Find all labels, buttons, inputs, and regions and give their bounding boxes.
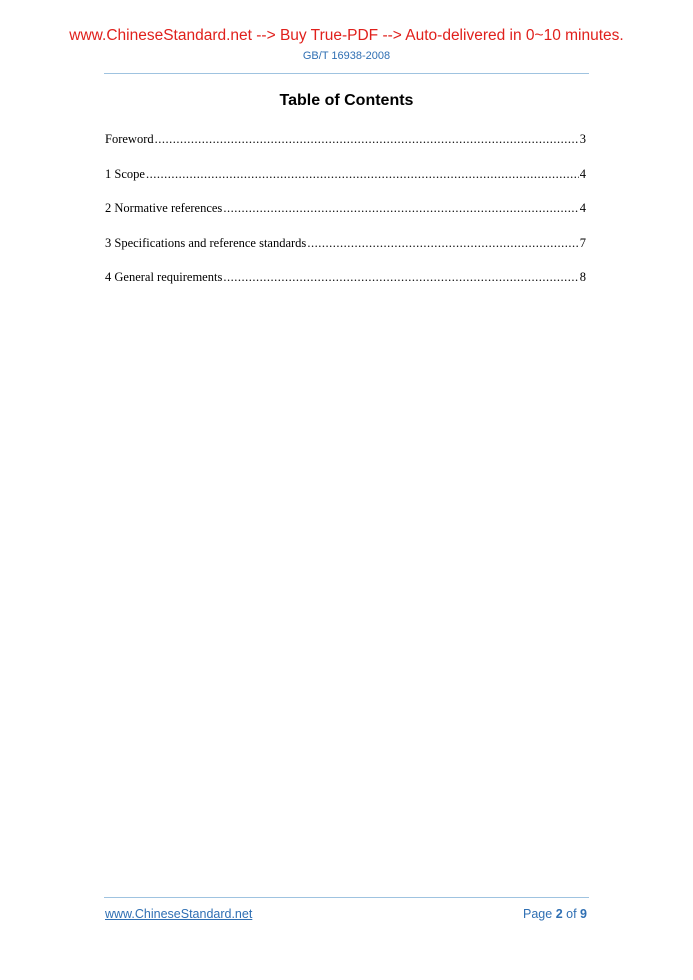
dot-leader xyxy=(307,236,578,251)
toc-entry-label: 2 Normative references xyxy=(105,201,223,215)
document-code: GB/T 16938-2008 xyxy=(302,50,391,62)
toc-entry-label: 3 Specifications and reference standards xyxy=(105,235,307,250)
toc-entry-page: 8 xyxy=(579,270,586,284)
toc-entry-specifications[interactable] xyxy=(105,236,586,271)
page-prefix: Page xyxy=(523,907,553,921)
toc-entry-label: Foreword xyxy=(105,132,154,146)
table-of-contents xyxy=(105,132,586,305)
header-banner[interactable]: www.ChineseStandard.net --> Buy True-PDF --> Auto-delivered in 0~10 minutes. xyxy=(69,27,624,44)
header-divider xyxy=(104,73,589,74)
page-indicator xyxy=(523,907,587,921)
footer-divider xyxy=(104,897,589,898)
toc-entry-page: 4 xyxy=(579,201,586,215)
total-page-count: 9 xyxy=(580,907,587,921)
toc-entry-normative-references[interactable] xyxy=(105,201,586,236)
toc-entry-page: 4 xyxy=(579,166,586,181)
footer-website-link[interactable]: www.ChineseStandard.net xyxy=(105,907,253,921)
toc-entry-label: 1 Scope xyxy=(105,166,145,181)
page-of: of xyxy=(566,907,577,921)
toc-entry-foreword[interactable] xyxy=(105,132,586,167)
current-page-number: 2 xyxy=(555,907,563,921)
toc-entry-general-requirements[interactable] xyxy=(105,270,586,305)
toc-entry-label: 4 General requirements xyxy=(105,270,223,284)
dot-leader xyxy=(146,167,579,182)
dot-leader xyxy=(223,270,578,285)
toc-entry-page: 7 xyxy=(579,235,586,250)
toc-entry-page: 3 xyxy=(579,132,586,146)
dot-leader xyxy=(223,201,578,216)
toc-title: Table of Contents xyxy=(279,92,414,109)
toc-entry-scope[interactable] xyxy=(105,167,586,202)
dot-leader xyxy=(155,132,579,147)
